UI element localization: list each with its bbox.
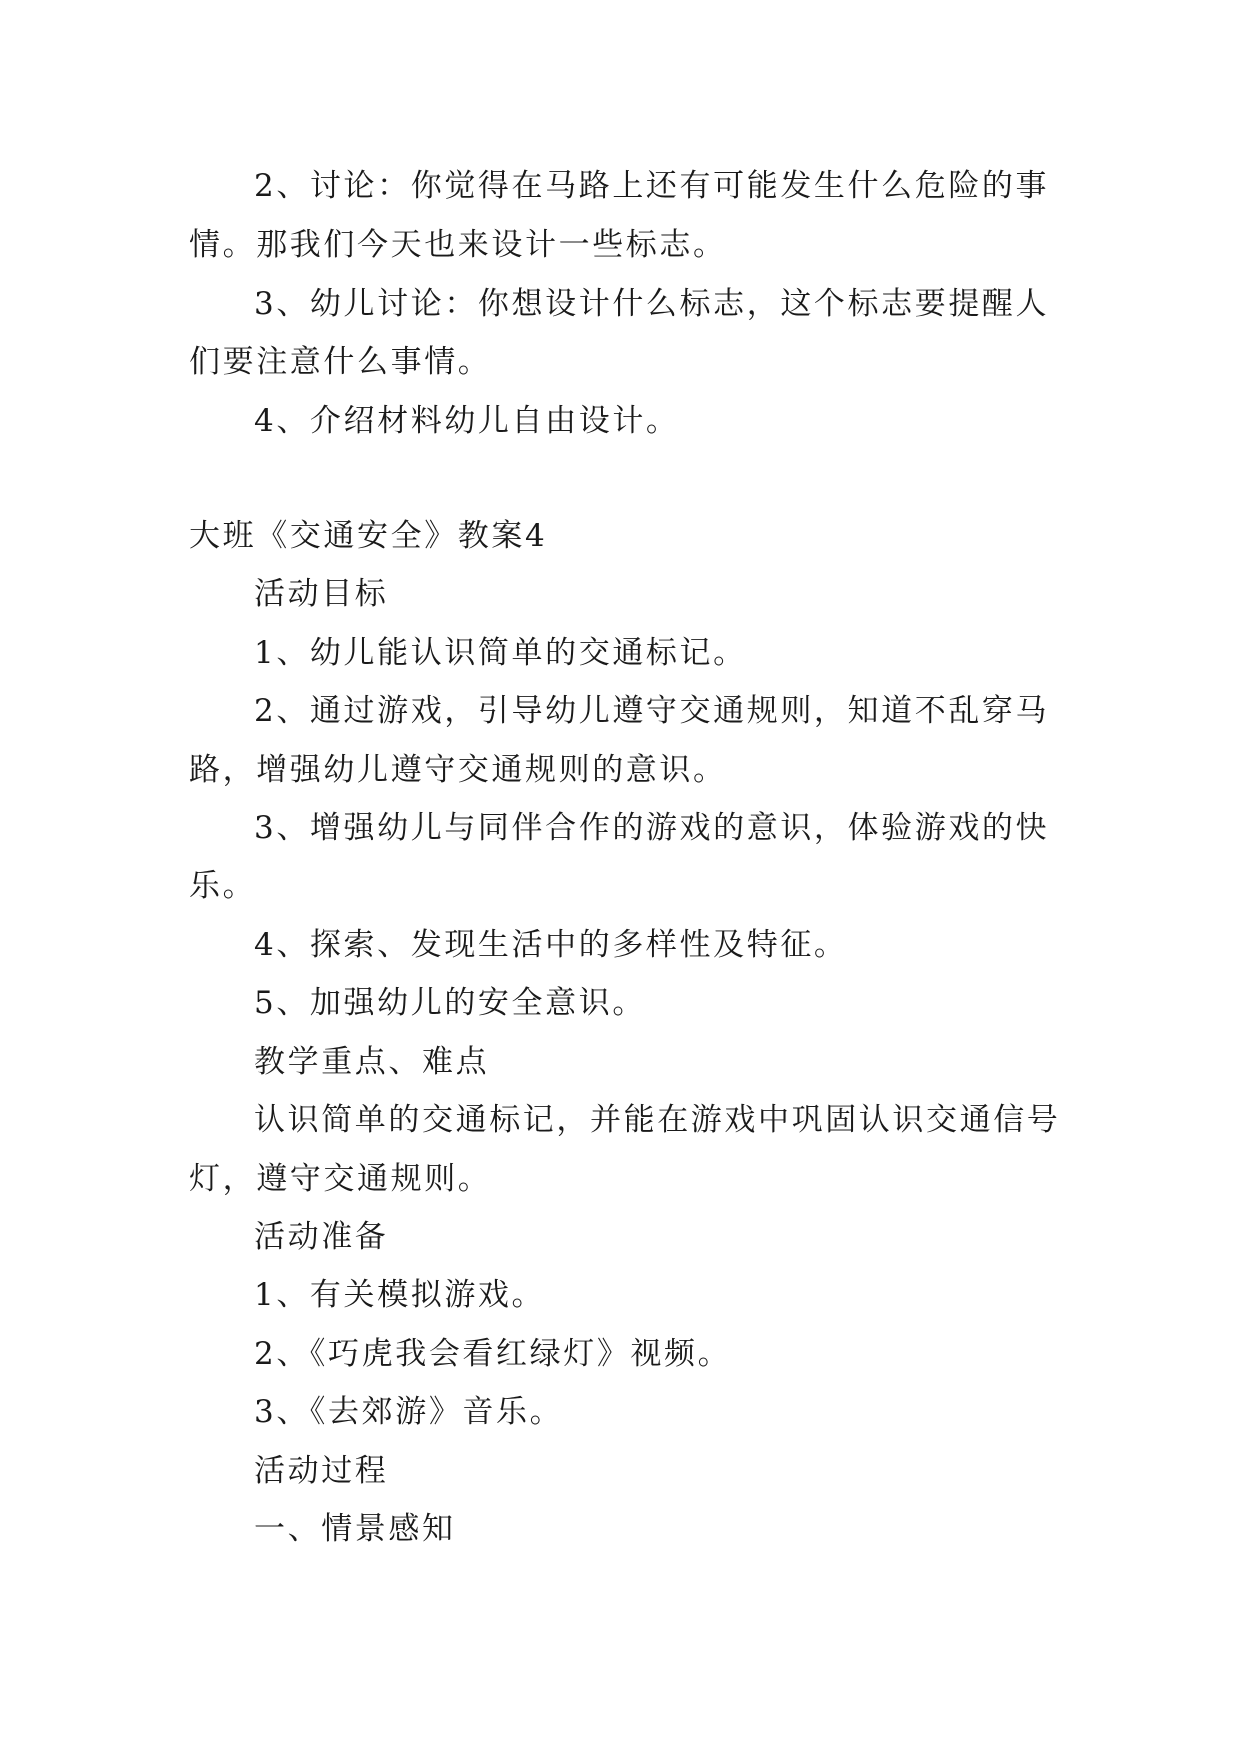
- subheading-key-points: 教学重点、难点: [254, 1044, 490, 1080]
- paragraph-line: 3、增强幼儿与同伴合作的游戏的意识，体验游戏的快: [254, 810, 1050, 846]
- paragraph-line: 一、情景感知: [254, 1511, 456, 1547]
- paragraph-line: 乐。: [189, 868, 257, 904]
- paragraph-line: 3、幼儿讨论：你想设计什么标志，这个标志要提醒人: [254, 286, 1050, 322]
- paragraph-line: 认识简单的交通标记，并能在游戏中巩固认识交通信号: [254, 1102, 1061, 1138]
- paragraph-line: 4、介绍材料幼儿自由设计。: [254, 403, 680, 439]
- paragraph-line: 们要注意什么事情。: [189, 344, 492, 380]
- section-heading: 大班《交通安全》教案4: [189, 518, 548, 554]
- subheading-preparation: 活动准备: [254, 1219, 389, 1255]
- paragraph-line: 1、幼儿能认识简单的交通标记。: [254, 635, 747, 671]
- subheading-process: 活动过程: [254, 1453, 389, 1489]
- paragraph-line: 情。那我们今天也来设计一些标志。: [189, 227, 727, 263]
- paragraph-line: 2、《巧虎我会看红绿灯》视频。: [254, 1336, 732, 1372]
- paragraph-line: 5、加强幼儿的安全意识。: [254, 985, 646, 1021]
- paragraph-line: 4、探索、发现生活中的多样性及特征。: [254, 927, 848, 963]
- paragraph-line: 灯，遵守交通规则。: [189, 1161, 492, 1197]
- paragraph-line: 2、讨论：你觉得在马路上还有可能发生什么危险的事: [254, 168, 1050, 204]
- paragraph-line: 1、有关模拟游戏。: [254, 1277, 546, 1313]
- subheading-activity-goals: 活动目标: [254, 576, 389, 612]
- paragraph-line: 路，增强幼儿遵守交通规则的意识。: [189, 752, 727, 788]
- paragraph-line: 3、《去郊游》音乐。: [254, 1394, 564, 1430]
- paragraph-line: 2、通过游戏，引导幼儿遵守交通规则，知道不乱穿马: [254, 693, 1050, 729]
